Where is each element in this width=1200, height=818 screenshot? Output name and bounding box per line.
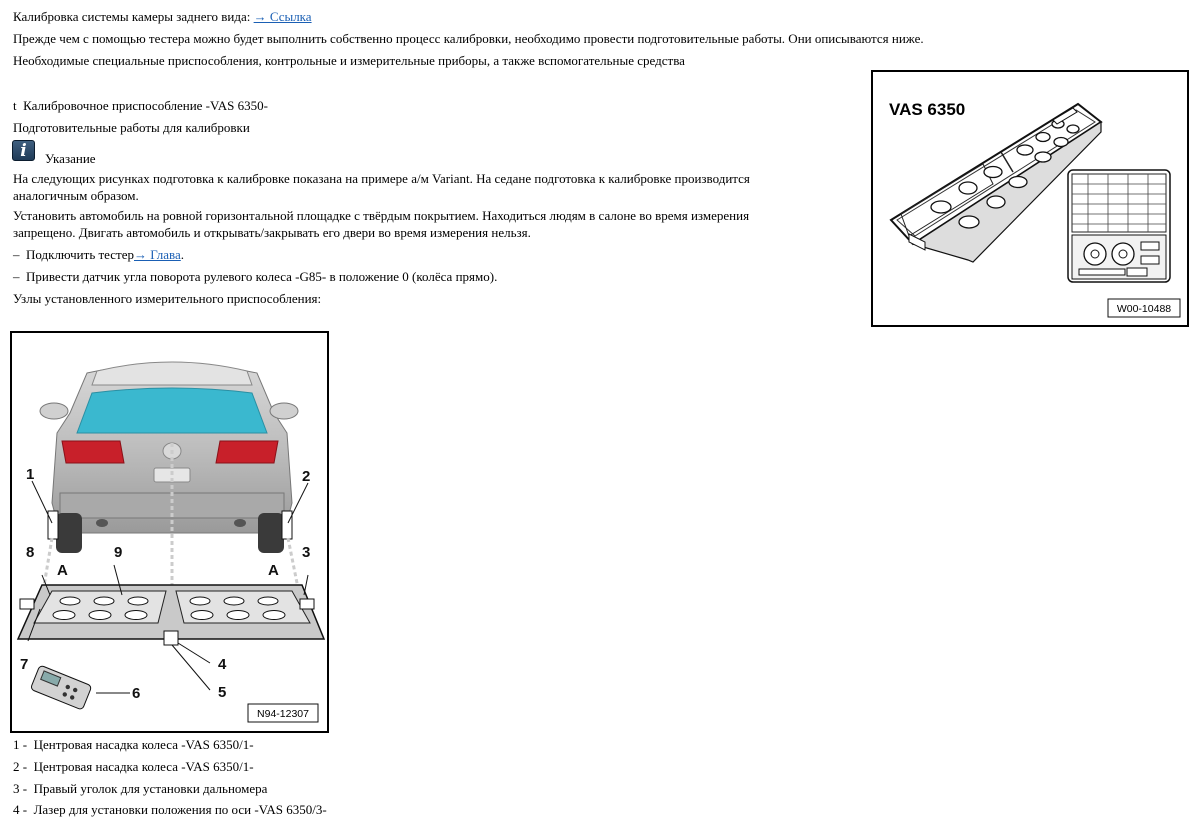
prep-heading: Подготовительные работы для калибровки [13, 120, 250, 135]
legend-item [13, 801, 327, 818]
label-8: 8 [26, 544, 35, 561]
tool-item-bullet: t [13, 98, 17, 113]
label-4: 4 [218, 656, 227, 673]
note-text: На следующих рисунках подготовка к калибровке показана на примере а/м Variant. На седане подготовка к калибровке производится аналогичным образом. [13, 171, 750, 203]
step-steering-angle [13, 268, 497, 285]
vas6350-code: W00-10488 [1116, 303, 1172, 315]
special-tools-heading: Необходимые специальные приспособления, контрольные и измерительные приборы, а также вспомогательные средства [13, 53, 685, 68]
car-figure-code: N94-12307 [257, 708, 309, 720]
legend-num: 2 - [13, 759, 28, 774]
legend-num: 4 - [13, 802, 28, 817]
camera-calibration-line [13, 8, 312, 25]
legend-item [13, 780, 267, 797]
label-1: 1 [26, 466, 35, 483]
label-9: 9 [114, 544, 123, 561]
vas6350-title: VAS 6350 [889, 100, 966, 119]
assembly-nodes-heading: Узлы установленного измерительного приспособления: [13, 291, 322, 306]
step-dash: – [13, 247, 20, 262]
tool-item [13, 97, 268, 114]
legend-text: Центровая насадка колеса -VAS 6350/1- [33, 737, 254, 752]
vas6350-figure [871, 70, 1189, 327]
car-setup-figure [10, 331, 329, 733]
legend-text: Лазер для установки положения по оси -VAS 6350/3- [33, 802, 327, 817]
legend-item [13, 736, 254, 753]
before-calibration-text: Прежде чем с помощью тестера можно будет выполнить собственно процесс калибровки, необходимо провести подготовительные работы. Они описываются ниже. [13, 31, 924, 46]
camera-calibration-text: Калибровка системы камеры заднего вида: [13, 9, 254, 24]
legend-text: Центровая насадка колеса -VAS 6350/1- [33, 759, 254, 774]
top-cut-link[interactable] [346, 0, 404, 2]
step2-text: Привести датчик угла поворота рулевого колеса -G85- в положение 0 (колёса прямо). [26, 269, 498, 284]
step1-suffix: . [180, 247, 185, 262]
car-setup-illustration [12, 333, 327, 731]
label-6: 6 [132, 685, 141, 702]
step-dash: – [13, 269, 20, 284]
label-a-left: A [57, 562, 68, 579]
vas6350-illustration [873, 72, 1187, 325]
install-text: Установить автомобиль на ровной горизонтальной площадке с твёрдым покрытием. Находиться людям в салоне во время измерения запрещено. Двигать автомобиль и открывать/закрывать его двери во время измерения нельзя. [13, 208, 750, 240]
legend-text: Правый уголок для установки дальномера [33, 781, 268, 796]
label-a-right: A [268, 562, 279, 579]
step-connect-tester [13, 246, 184, 263]
legend-num: 1 - [13, 737, 28, 752]
label-5: 5 [218, 684, 227, 701]
legend-item [13, 758, 254, 775]
label-7: 7 [20, 656, 29, 673]
cut-off-top-line [0, 0, 420, 3]
info-icon: i [12, 140, 35, 161]
reference-link[interactable]: → Ссылка [253, 9, 312, 24]
step1-text: Подключить тестер [26, 247, 134, 262]
tool-item-text: Калибровочное приспособление -VAS 6350- [23, 98, 268, 113]
label-3: 3 [302, 544, 311, 561]
label-2: 2 [302, 468, 311, 485]
note-label: Указание [45, 151, 96, 166]
chapter-link[interactable]: → Глава [134, 247, 181, 262]
legend-num: 3 - [13, 781, 28, 796]
